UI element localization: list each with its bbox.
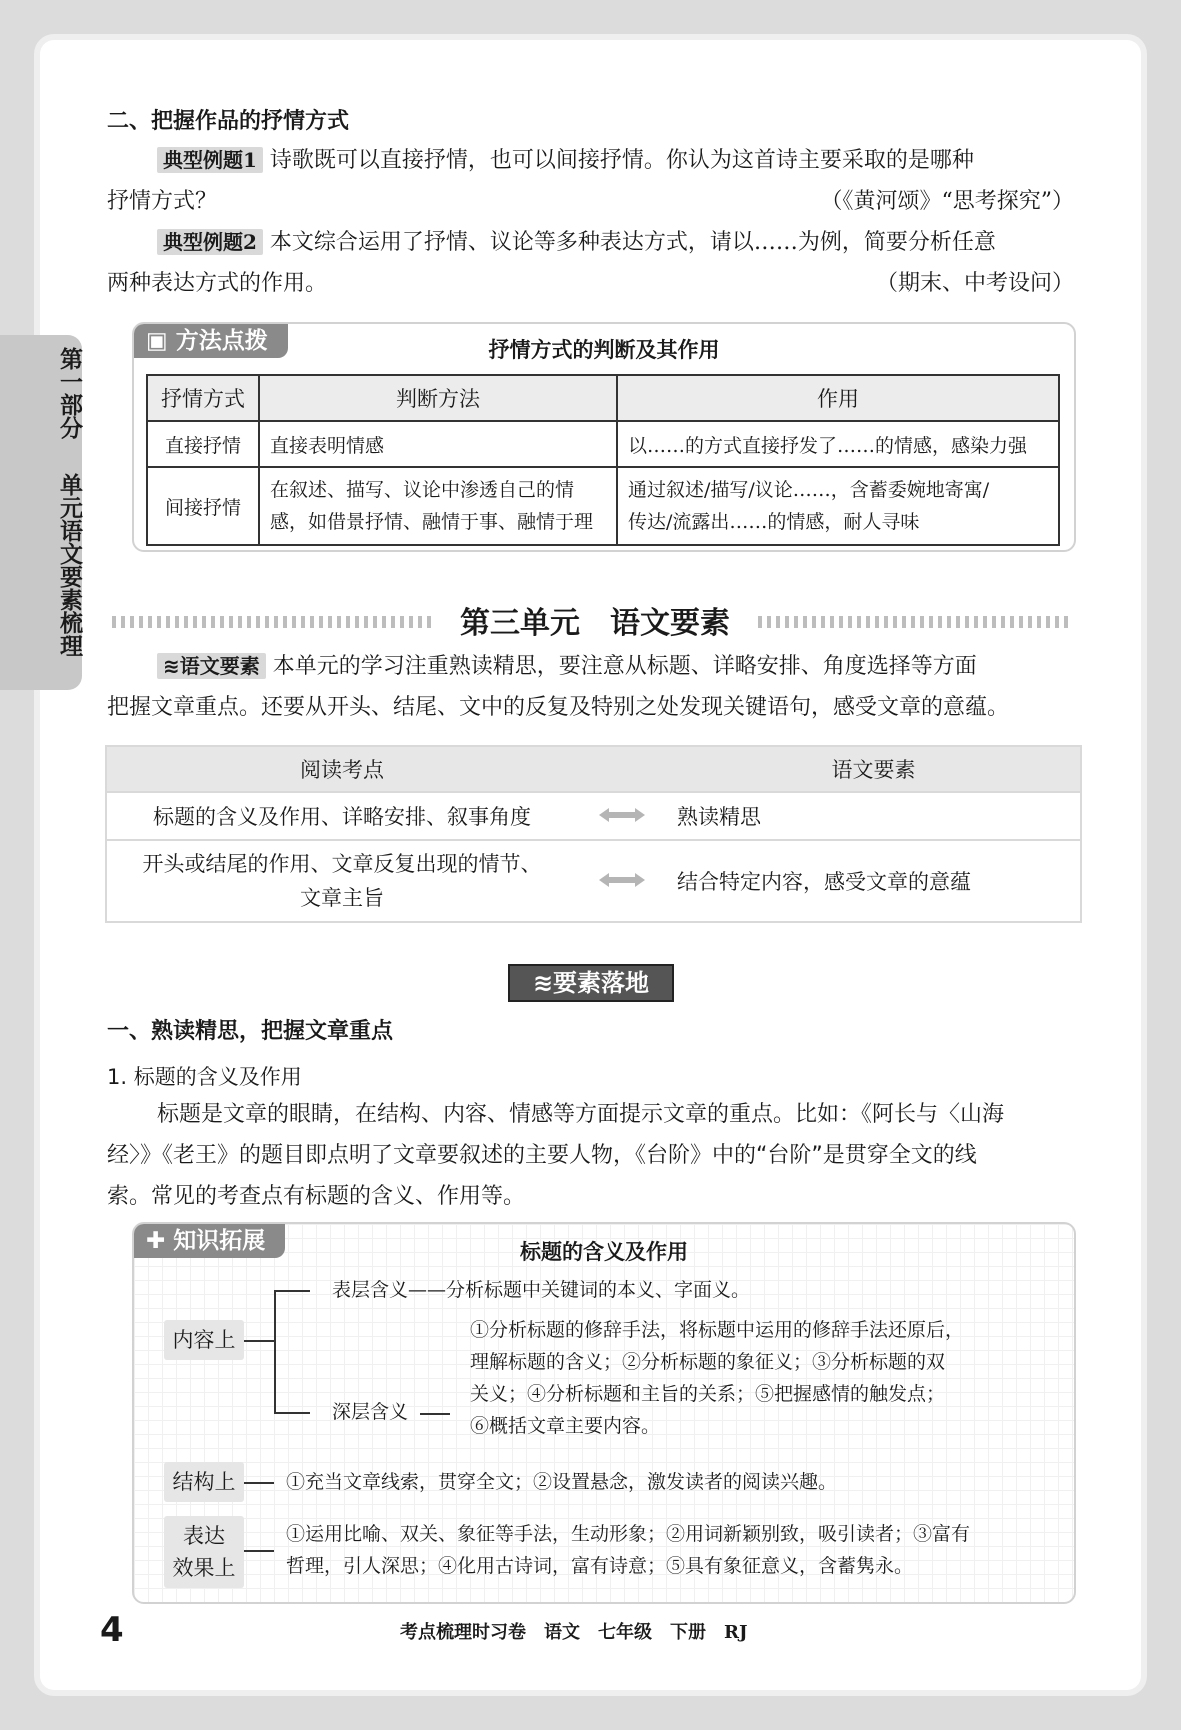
method-cell: 以……的方式直接抒发了……的情感，感染力强 — [617, 421, 1059, 467]
deep-meaning — [470, 1314, 1060, 1442]
landing-banner — [508, 964, 674, 1002]
method-label-text: 方法点拨 — [175, 328, 268, 354]
example-2-tag: 典型例题2 — [157, 229, 263, 255]
method-header-2: 判断方法 — [259, 375, 617, 421]
double-arrow-icon — [599, 873, 645, 887]
surface-meaning: 表层含义——分析标题中关键词的本义、字面义。 — [332, 1279, 751, 1301]
wave-icon: ≋ — [532, 969, 554, 997]
example-2-text-2: 两种表达方式的作用。 — [107, 271, 328, 296]
effect-node-line: 表达 — [183, 1524, 225, 1548]
example-1-text-2: 抒情方式？ — [107, 189, 218, 214]
deep-line: 理解标题的含义；②分析标题的象征义；③分析标题的双 — [470, 1351, 946, 1373]
table-row — [147, 421, 1059, 467]
content-node: 内容上 — [164, 1320, 244, 1360]
reading-cell — [107, 847, 577, 915]
side-tab-part: 第一部分 — [56, 347, 82, 439]
example-2-text: 本文综合运用了抒情、议论等多种表达方式，请以……为例，简要分析任意 — [269, 230, 996, 255]
example-2-source: （期末、中考设问） — [875, 271, 1074, 296]
example-1-text: 诗歌既可以直接抒情，也可以间接抒情。你认为这首诗主要采取的是哪种 — [269, 148, 974, 173]
method-cell — [259, 467, 617, 545]
table-row — [107, 839, 1080, 921]
reading-cell: 熟读精思 — [677, 805, 761, 829]
cell-line: 通过叙述/描写/议论……，含蓄委婉地寄寓/ — [628, 479, 990, 501]
landing-banner-text: 要素落地 — [553, 969, 650, 997]
unit-tag — [157, 653, 266, 679]
cell-line: 在叙述、描写、议论中渗透自己的情 — [270, 479, 575, 501]
surface-label: 表层含义 — [332, 1279, 409, 1301]
puzzle-icon: ✚ — [146, 1228, 174, 1254]
landing-paragraph — [107, 1094, 1077, 1217]
knowledge-box — [132, 1222, 1076, 1604]
surface-text: 分析标题中关键词的本义、字面义。 — [446, 1279, 751, 1301]
effect-node-line: 效果上 — [172, 1556, 236, 1580]
example-1-source: （《黄河颂》“思考探究”） — [820, 189, 1074, 214]
deep-line: ①分析标题的修辞手法，将标题中运用的修辞手法还原后， — [470, 1319, 965, 1341]
knowledge-title: 标题的含义及作用 — [520, 1240, 688, 1264]
reading-cell: 标题的含义及作用、详略安排、叙事角度 — [153, 805, 531, 829]
method-cell: 直接抒情 — [147, 421, 259, 467]
reading-table-header — [107, 747, 1080, 791]
banner-ribbon-left — [112, 616, 432, 628]
unit-intro — [107, 646, 1077, 728]
reading-header-2: 语文要素 — [831, 758, 916, 782]
deep-line: 关义；④分析标题和主旨的关系；⑤把握感情的触发点； — [470, 1383, 946, 1405]
cell-line: 开头或结尾的作用、文章反复出现的情节、 — [142, 852, 542, 876]
paragraph-line: 经〉》《老王》的题目即点明了文章要叙述的主要人物，《台阶》中的“台阶”是贯穿全文的线 — [107, 1143, 977, 1168]
method-cell: 间接抒情 — [147, 467, 259, 545]
banner-ribbon-right — [758, 616, 1070, 628]
table-row — [147, 467, 1059, 545]
method-box — [132, 322, 1076, 552]
footer-text: 考点梳理时习卷 语文 七年级 下册 RJ — [400, 1622, 748, 1643]
section-heading: 二、把握作品的抒情方式 — [107, 109, 350, 134]
landing-heading: 一、熟读精思，把握文章重点 — [107, 1019, 394, 1044]
deep-line: ⑥概括文章主要内容。 — [470, 1415, 661, 1437]
unit-title: 第三单元 语文要素 — [460, 606, 730, 641]
reading-header-1: 阅读考点 — [300, 758, 384, 782]
example-1-tag: 典型例题1 — [157, 147, 263, 173]
landing-subheading: 1. 标题的含义及作用 — [107, 1065, 302, 1089]
unit-intro-2: 把握文章重点。还要从开头、结尾、文中的反复及特别之处发现关键语句，感受文章的意蕴。 — [107, 695, 1010, 720]
method-header-1: 抒情方式 — [147, 375, 259, 421]
structure-text: ①充当文章线索，贯穿全文；②设置悬念，激发读者的阅读兴趣。 — [286, 1471, 838, 1493]
structure-node: 结构上 — [164, 1462, 244, 1502]
method-header-3: 作用 — [617, 375, 1059, 421]
cell-line: 感，如借景抒情、融情于事、融情于理 — [270, 511, 594, 533]
effect-text — [286, 1518, 1066, 1582]
table-row — [107, 791, 1080, 839]
side-tab-title: 单元语文要素梳理 — [56, 473, 82, 657]
deep-label: 深层含义 — [332, 1401, 409, 1423]
method-title: 抒情方式的判断及其作用 — [488, 338, 720, 362]
paragraph-line: 标题是文章的眼睛，在结构、内容、情感等方面提示文章的重点。比如：《阿长与〈山海 — [157, 1102, 1005, 1127]
side-tab[interactable] — [0, 335, 82, 690]
knowledge-label-text: 知识拓展 — [173, 1228, 266, 1254]
method-cell — [617, 467, 1059, 545]
cell-line: 文章主旨 — [300, 886, 384, 910]
reading-cell: 结合特定内容，感受文章的意蕴 — [677, 870, 971, 894]
reading-table — [105, 745, 1082, 923]
method-cell: 直接表明情感 — [259, 421, 617, 467]
example-1 — [107, 140, 1074, 304]
unit-tag-text: 语文要素 — [179, 654, 260, 678]
unit-intro-1: 本单元的学习注重熟读精思，要注意从标题、详略安排、角度选择等方面 — [272, 654, 977, 679]
double-arrow-icon — [599, 808, 645, 822]
effect-line: 哲理，引人深思；④化用古诗词，富有诗意；⑤具有象征意义，含蓄隽永。 — [286, 1555, 914, 1577]
calendar-icon: ▣ — [146, 328, 176, 354]
page-number: 4 — [100, 1610, 124, 1650]
effect-node — [164, 1516, 244, 1588]
cell-line: 传达/流露出……的情感，耐人寻味 — [628, 511, 920, 533]
paragraph-line: 索。常见的考查点有标题的含义、作用等。 — [107, 1184, 526, 1209]
effect-line: ①运用比喻、双关、象征等手法，生动形象；②用词新颖别致，吸引读者；③富有 — [286, 1523, 971, 1545]
method-table — [146, 374, 1060, 546]
wave-icon: ≋ — [163, 654, 180, 678]
